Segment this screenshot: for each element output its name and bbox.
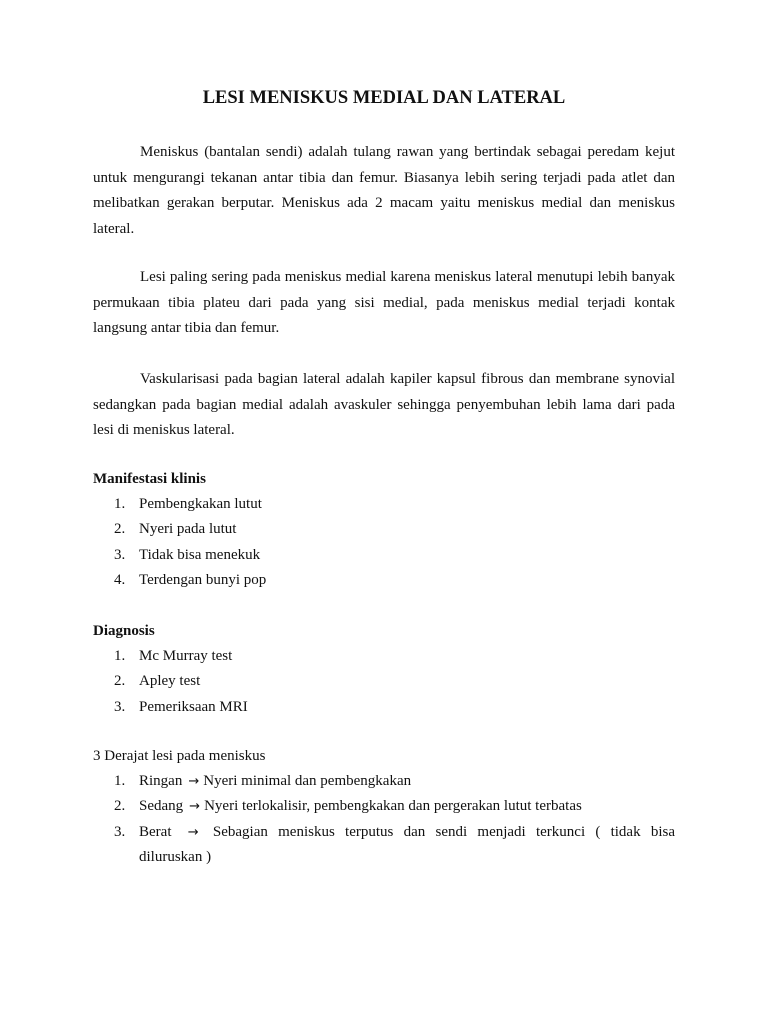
derajat-description: Nyeri minimal dan pembengkakan [203, 773, 412, 789]
document-title: LESI MENISKUS MEDIAL DAN LATERAL [202, 88, 566, 108]
list-item-number: 2. [114, 521, 126, 538]
list-item [93, 820, 675, 871]
list-item-number: 4. [114, 571, 126, 588]
list-item-number: 2. [114, 673, 126, 690]
derajat-first-line [139, 820, 675, 845]
section-heading-derajat: 3 Derajat lesi pada meniskus [93, 748, 266, 764]
list-item [93, 669, 675, 694]
list-item-number: 1. [114, 648, 126, 664]
list-item-text: Apley test [139, 673, 201, 690]
derajat-description-continued: diluruskan ) [139, 848, 212, 865]
section-manifestasi-klinis [93, 467, 675, 593]
derajat-description: Nyeri terlokalisir, pembengkakan dan pergerakan lutut terbatas [204, 798, 582, 815]
list-item-number: 2. [114, 798, 126, 815]
list-item-text: Nyeri pada lutut [139, 521, 237, 538]
paragraph-lesi-medial: Lesi paling sering pada meniskus medial karena meniskus lateral menutupi lebih banyak permukaan tibia plateu dari pada yang sisi medial, pada meniskus medial terjadi kontak langsung antar tibia dan femur. [93, 269, 675, 336]
derajat-label: Ringan [139, 773, 183, 789]
list-item-text: Terdengan bunyi pop [139, 571, 267, 588]
section-heading-manifestasi: Manifestasi klinis [93, 471, 206, 487]
section-diagnosis [93, 619, 675, 720]
paragraph-meniskus-definition: Meniskus (bantalan sendi) adalah tulang rawan yang bertindak sebagai peredam kejut untuk mengurangi tekanan antar tibia dan femur. Biasanya lebih sering terjadi pada atlet dan melibatkan gerakan berputar. Meniskus ada 2 macam yaitu meniskus medial dan meniskus lateral. [93, 144, 675, 237]
list-manifestasi [93, 492, 675, 593]
list-item-number: 3. [114, 698, 126, 715]
list-item [93, 644, 675, 669]
list-item-text: Pemeriksaan MRI [139, 698, 248, 715]
arrow-right-icon: → [189, 799, 201, 815]
derajat-description: Sebagian meniskus terputus dan sendi menjadi terkunci ( tidak bisa [212, 823, 675, 840]
list-diagnosis [93, 644, 675, 720]
list-item-text: Tidak bisa menekuk [139, 546, 261, 563]
arrow-right-icon: → [188, 774, 200, 789]
list-item [93, 543, 675, 568]
list-derajat [93, 769, 675, 870]
derajat-label: Berat [139, 823, 172, 840]
list-item [93, 517, 675, 542]
list-item-text: Mc Murray test [139, 648, 233, 664]
section-heading-diagnosis: Diagnosis [93, 623, 155, 639]
list-item-number: 1. [114, 496, 126, 512]
list-item [93, 695, 675, 720]
list-item [93, 492, 675, 517]
paragraph-vaskularisasi: Vaskularisasi pada bagian lateral adalah kapiler kapsul fibrous dan membrane synovial sedangkan pada bagian medial adalah avaskuler sehingga penyembuhan lebih lama dari pada lesi di meniskus lateral. [93, 371, 675, 438]
list-item-text: Pembengkakan lutut [139, 496, 262, 512]
list-item [93, 568, 675, 593]
list-item [93, 769, 675, 794]
list-item-number: 3. [114, 823, 126, 840]
list-item [93, 794, 675, 819]
list-item-number: 1. [114, 773, 126, 789]
list-item-number: 3. [114, 546, 126, 563]
arrow-right-icon: → [187, 824, 199, 840]
derajat-label: Sedang [139, 798, 184, 815]
section-derajat-lesi [93, 744, 675, 870]
